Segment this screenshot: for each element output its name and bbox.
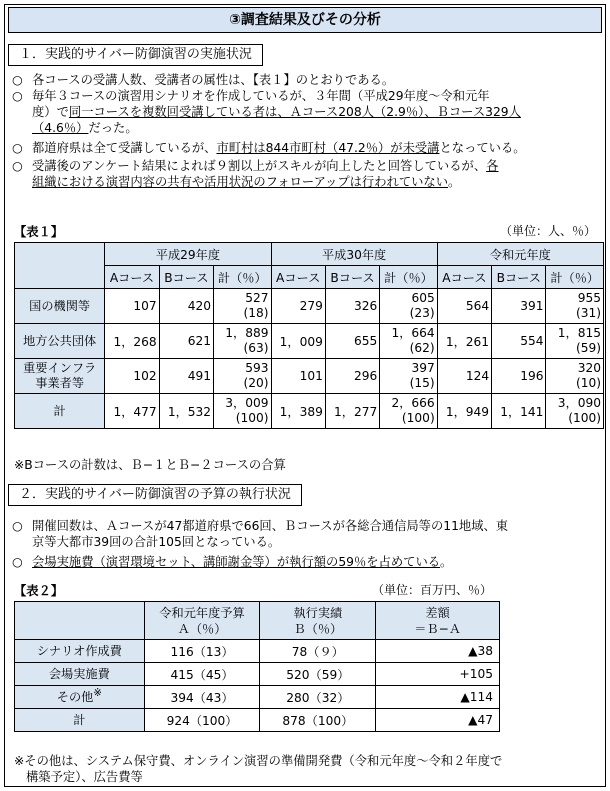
bullet-text: 京等大都市39回の合計105回となっている。 (32, 535, 281, 549)
bullet-text-underlined: 会場実施費（演習環境セット、講師謝金等）が執行額の59％を占めている (32, 555, 441, 569)
cell-total: 955 (31) (546, 289, 604, 324)
row-label: 計 (15, 394, 105, 429)
cell-total: 320 (10) (546, 359, 604, 394)
row-label: シナリオ作成費 (15, 640, 145, 663)
cell-budget: 394（43） (144, 686, 260, 709)
cell-b: 554 (492, 324, 546, 359)
table1-subheader: Aコース (271, 266, 325, 289)
cell-a: 564 (437, 289, 491, 324)
table1-corner-cell (15, 243, 105, 289)
row-label: その他※ (15, 686, 145, 709)
bullet-text: だった。 (88, 121, 138, 135)
table1-year-header: 平成29年度 (105, 243, 271, 266)
cell-b: 1，532 (159, 394, 213, 429)
table1-year-header: 平成30年度 (271, 243, 437, 266)
row-label: 会場実施費 (15, 663, 145, 686)
cell-diff: ▲114 (376, 686, 500, 709)
cell-a: 1，389 (271, 394, 325, 429)
cell-a: 1，949 (437, 394, 491, 429)
cell-total: 593 (20) (214, 359, 271, 394)
cell-a: 279 (271, 289, 325, 324)
bullet-mark: ○ (12, 89, 23, 103)
bullet-mark: ○ (12, 555, 23, 569)
table1-note: ※Bコースの計数は、Ｂ−１とＢ−２コースの合算 (14, 458, 286, 472)
table2-header-row (15, 602, 500, 640)
section1-bullet-1 (12, 72, 602, 88)
bullet-text: となっている。 (439, 141, 526, 155)
table-row (15, 640, 500, 663)
bullet-mark: ○ (12, 141, 23, 155)
bullet-text-underlined: 同一コースを複数回受講している者は、Ａコース208人（2.9％）、Ｂコース329人 (68, 105, 521, 119)
cell-a: 1，261 (437, 324, 491, 359)
section1-bullet-2 (12, 88, 602, 136)
table2-note: ※その他は、システム保守費、オンライン演習の準備開発費（令和元年度～令和２年度で 構築予定）、広告費等 (14, 754, 503, 784)
section2-bullet-1 (12, 518, 602, 550)
cell-a: 1，009 (271, 324, 325, 359)
table1-subheader: Bコース (492, 266, 546, 289)
cell-total: 2，666 (100) (380, 394, 437, 429)
table1-unit: （単位：人、％） (499, 224, 596, 238)
table2-header: 執行実績 Ｂ（％） (260, 602, 376, 640)
table1-subheader: Aコース (105, 266, 159, 289)
section1-heading: １．実践的サイバー防御演習の実施状況 (8, 44, 263, 66)
cell-budget: 415（45） (144, 663, 260, 686)
cell-actual: 78（９） (260, 640, 376, 663)
row-label: 計 (15, 709, 145, 732)
cell-b: 326 (325, 289, 379, 324)
bullet-text: 受講後のアンケート結果によれば９割以上がスキルが向上したと回答しているが、 (32, 159, 487, 173)
table2-unit: （単位：百万円、％） (372, 583, 493, 597)
cell-b: 296 (325, 359, 379, 394)
bullet-text: 度）で (32, 105, 69, 119)
table-row (15, 686, 500, 709)
row-label: 地方公共団体 (15, 324, 105, 359)
table-row (15, 289, 604, 324)
table1-label: 【表１】 (14, 225, 64, 239)
table1-year-header: 令和元年度 (437, 243, 603, 266)
table-row (15, 324, 604, 359)
table1 (14, 242, 604, 429)
bullet-mark: ○ (12, 519, 23, 533)
cell-total: 1，815 (59) (546, 324, 604, 359)
row-label: 国の機関等 (15, 289, 105, 324)
cell-diff: ▲47 (376, 709, 500, 732)
cell-total: 527 (18) (214, 289, 271, 324)
table-row (15, 359, 604, 394)
table2-header: 差額 ＝Ｂ−Ａ (376, 602, 500, 640)
bullet-text: 毎年３コースの演習用シナリオを作成しているが、３年間（平成29年度～令和元年 (32, 89, 490, 103)
cell-b: 1，141 (492, 394, 546, 429)
cell-a: 107 (105, 289, 159, 324)
cell-total: 3，009 (100) (214, 394, 271, 429)
table1-subheader: Bコース (325, 266, 379, 289)
table2-corner-cell (15, 602, 145, 640)
cell-a: 1，268 (105, 324, 159, 359)
bullet-text-underlined: 市町村は844市町村（47.2％）が未受講 (216, 141, 440, 155)
section2-heading: ２．実践的サイバー防御演習の予算の執行状況 (8, 484, 302, 506)
cell-b: 420 (159, 289, 213, 324)
bullet-text: 都道府県は全て受講しているが、 (32, 141, 217, 155)
cell-budget: 924（100） (144, 709, 260, 732)
bullet-text: 。 (448, 175, 461, 189)
cell-b: 621 (159, 324, 213, 359)
table1-subheader: 計（％） (214, 266, 271, 289)
cell-actual: 878（100） (260, 709, 376, 732)
cell-total: 397 (15) (380, 359, 437, 394)
table2-header: 令和元年度予算 Ａ（％） (144, 602, 260, 640)
table1-year-header-row (15, 243, 604, 266)
cell-b: 196 (492, 359, 546, 394)
cell-b: 391 (492, 289, 546, 324)
table-row (15, 663, 500, 686)
cell-actual: 520（59） (260, 663, 376, 686)
bullet-mark: ○ (12, 159, 23, 173)
cell-total: 605 (23) (380, 289, 437, 324)
cell-actual: 280（32） (260, 686, 376, 709)
table-row (15, 709, 500, 732)
cell-a: 1，477 (105, 394, 159, 429)
table2-label: 【表２】 (14, 584, 64, 598)
table2 (14, 601, 500, 732)
bullet-text: 各コースの受講人数、受講者の属性は、【表１】のとおりである。 (32, 73, 395, 87)
bullet-mark: ○ (12, 73, 23, 87)
cell-diff: ▲38 (376, 640, 500, 663)
table1-subheader: 計（％） (380, 266, 437, 289)
bullet-text-underlined: 各 (486, 159, 499, 173)
table1-subheader: 計（％） (546, 266, 604, 289)
cell-b: 491 (159, 359, 213, 394)
bullet-text: 開催回数は、Ａコースが47都道府県で66回、Ｂコースが各総合通信局等の11地域、東 (32, 519, 509, 533)
cell-b: 655 (325, 324, 379, 359)
page-title: ③調査結果及びその分析 (8, 7, 602, 33)
cell-diff: +105 (376, 663, 500, 686)
section1-bullet-3 (12, 140, 602, 156)
table1-subheader: Aコース (437, 266, 491, 289)
cell-b: 1，277 (325, 394, 379, 429)
cell-a: 101 (271, 359, 325, 394)
cell-a: 102 (105, 359, 159, 394)
cell-total: 3，090 (100) (546, 394, 604, 429)
bullet-text-underlined: 組織における演習内容の共有や活用状況のフォローアップは行われていない (32, 175, 449, 189)
table1-subheader: Bコース (159, 266, 213, 289)
cell-budget: 116（13） (144, 640, 260, 663)
section1-bullet-4 (12, 158, 602, 190)
row-label: 重要インフラ 事業者等 (15, 359, 105, 394)
bullet-text: 。 (440, 555, 453, 569)
table-row (15, 394, 604, 429)
section2-bullet-2 (12, 554, 602, 570)
cell-a: 124 (437, 359, 491, 394)
cell-total: 1，889 (63) (214, 324, 271, 359)
cell-total: 1，664 (62) (380, 324, 437, 359)
bullet-text-underlined: （4.6％） (32, 121, 89, 135)
